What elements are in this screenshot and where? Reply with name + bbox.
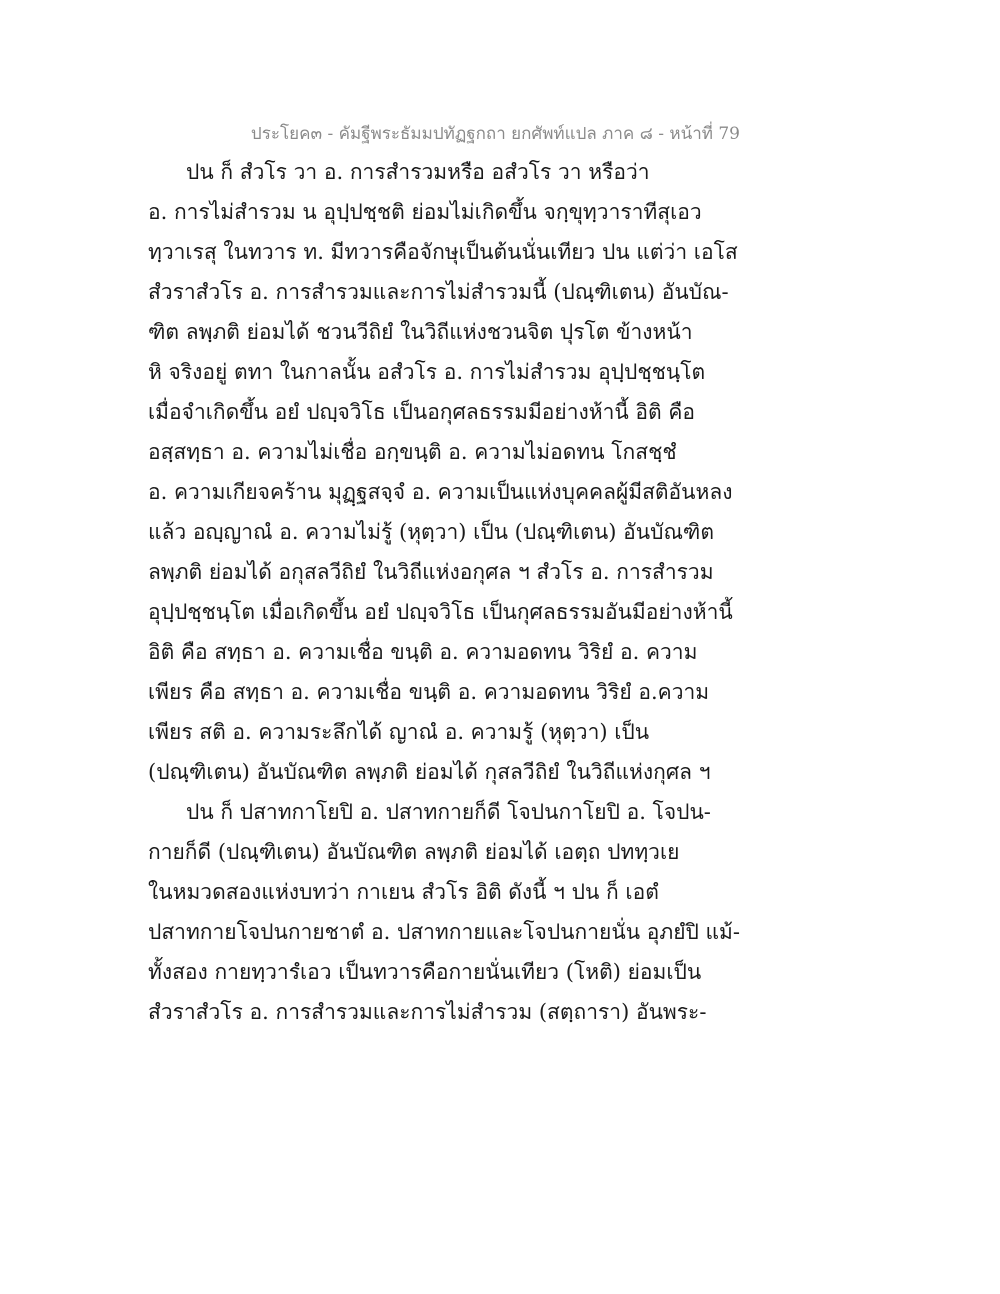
text-line: ฑิต ลพฺภติ ย่อมได้ ชวนวีถิยํ ในวิถีแห่งชวนจิต ปุรโต ข้างหน้า xyxy=(148,320,693,344)
text-line: เพียร สติ อ. ความระลึกได้ ญาณํ อ. ความรู้ (หุตฺวา) เป็น xyxy=(148,720,650,744)
text-line: หิ จริงอยู่ ตทา ในกาลนั้น อสํวโร อ. การไม่สำรวม อุปฺปชฺชนฺโต xyxy=(148,360,706,384)
text-line: เพียร คือ สทฺธา อ. ความเชื่อ ขนฺติ อ. ความอดทน วิริยํ อ.ความ xyxy=(148,680,710,704)
text-line: สํวราสํวโร อ. การสำรวมและการไม่สำรวมนี้ (ปณฺฑิเตน) อันบัณ- xyxy=(148,280,729,304)
text-line: เมื่อจำเกิดขึ้น อยํ ปญฺจวิโธ เป็นอกุศลธรรมมีอย่างห้านี้ อิติ คือ xyxy=(148,400,695,424)
text-line: อุปฺปชฺชนฺโต เมื่อเกิดขึ้น อยํ ปญฺจวิโธ เป็นกุศลธรรมอันมีอย่างห้านี้ xyxy=(148,600,733,624)
text-line: ลพฺภติ ย่อมได้ อกุสลวีถิยํ ในวิถีแห่งอกุศล ฯ สํวโร อ. การสำรวม xyxy=(148,560,714,584)
text-line: ทฺวาเรสุ ในทวาร ท. มีทวารคือจักษุเป็นต้นนั่นเทียว ปน แต่ว่า เอโส xyxy=(148,240,738,264)
text-line: ในหมวดสองแห่งบทว่า กาเยน สํวโร อิติ ดังนี้ ฯ ปน ก็ เอตํ xyxy=(148,880,659,904)
text-line: กายก็ดี (ปณฺฑิเตน) อันบัณฑิต ลพฺภติ ย่อมได้ เอตฺถ ปททฺวเย xyxy=(148,840,680,864)
text-line: ปน ก็ สํวโร วา อ. การสำรวมหรือ อสํวโร วา หรือว่า xyxy=(186,160,650,184)
text-line: อ. การไม่สำรวม น อุปฺปชฺชติ ย่อมไม่เกิดขึ้น จกฺขุทฺวาราทีสุเอว xyxy=(148,200,702,224)
text-line: ทั้งสอง กายทฺวารํเอว เป็นทวารคือกายนั่นเทียว (โหติ) ย่อมเป็น xyxy=(148,960,702,984)
text-line: อ. ความเกียจคร้าน มุฏฺฐสจฺจํ อ. ความเป็นแห่งบุคคลผู้มีสติอันหลง xyxy=(148,480,733,504)
body-text xyxy=(148,152,740,1032)
text-line: ปน ก็ ปสาทกาโยปิ อ. ปสาทกายก็ดี โจปนกาโยปิ อ. โจปน- xyxy=(186,800,711,824)
text-line: อสฺสทฺธา อ. ความไม่เชื่อ อกฺขนฺติ อ. ความไม่อดทน โกสชฺชํ xyxy=(148,440,677,464)
text-line: สํวราสํวโร อ. การสำรวมและการไม่สำรวม (สตฺถารา) อันพระ- xyxy=(148,1000,707,1024)
page-header: ประโยค๓ - คัมฐีพระธัมมปทัฏฐกถา ยกศัพท์แปล ภาค ๘ - หน้าที่ 79 xyxy=(250,124,740,144)
text-line: แล้ว อญฺญาณํ อ. ความไม่รู้ (หุตฺวา) เป็น (ปณฺฑิเตน) อันบัณฑิต xyxy=(148,520,715,544)
text-line: ปสาทกายโจปนกายชาตํ อ. ปสาทกายและโจปนกายนั่น อุภยํปิ แม้- xyxy=(148,920,740,944)
text-line: (ปณฺฑิเตน) อันบัณฑิต ลพฺภติ ย่อมได้ กุสลวีถิยํ ในวิถีแห่งกุศล ฯ xyxy=(148,760,711,784)
text-line: อิติ คือ สทฺธา อ. ความเชื่อ ขนฺติ อ. ความอดทน วิริยํ อ. ความ xyxy=(148,640,698,664)
